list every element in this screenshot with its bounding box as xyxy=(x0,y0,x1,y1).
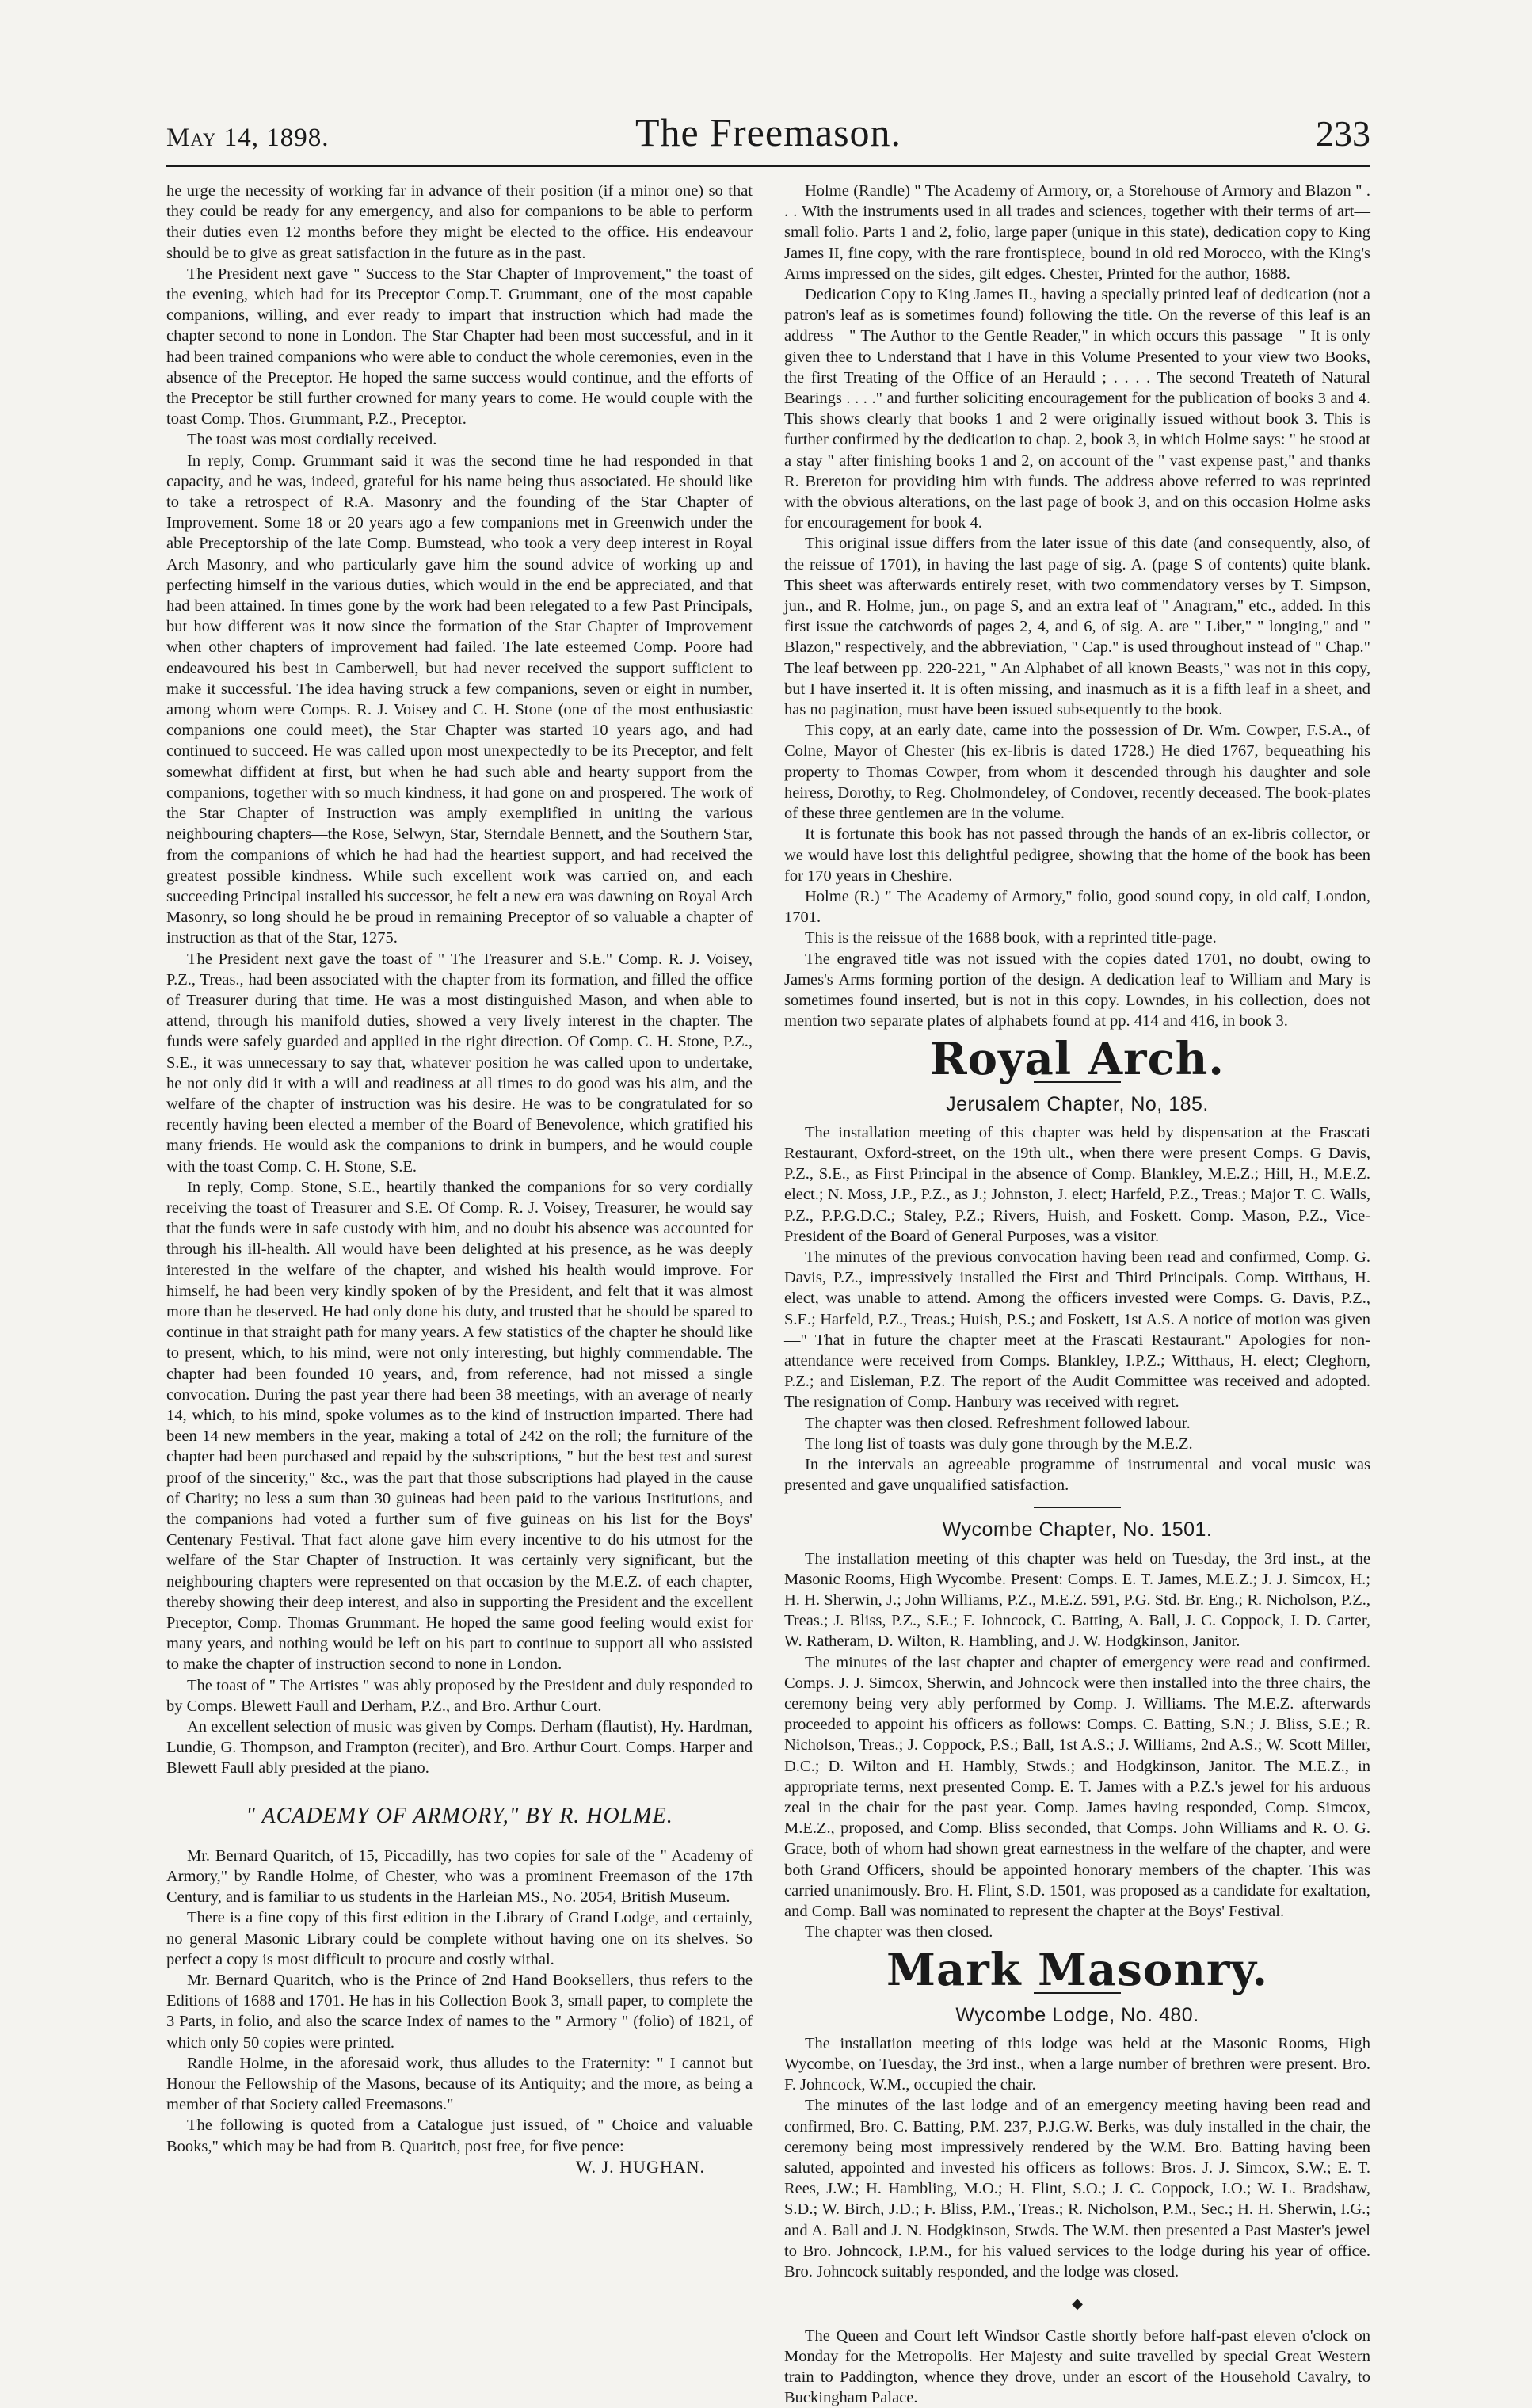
paragraph: The Queen and Court left Windsor Castle shortly before half-past eleven o'clock on Monday for the Metropolis. Her Majesty and suite travelled by special Great Western train to Paddington, whence they drove, under an escort of the Household Cavalry, to Buckingham Palace. xyxy=(784,2326,1370,2408)
paragraph: Randle Holme, in the aforesaid work, thus alludes to the Fraternity: " I cannot but Honour the Fellowship of the Masons, because of its Antiquity; and the more, as being a member of that Society called Freemasons." xyxy=(166,2053,753,2116)
paragraph: Holme (Randle) " The Academy of Armory, or, a Storehouse of Armory and Blazon " . . . With the instruments used in all trades and sciences, together with their terms of art—small folio. Parts 1 and 2, folio, large paper (unique in this state), dedication copy to King James II, fine copy, with the rare frontispiece, bound in old red Morocco, with the King's Arms impressed on the sides, gilt edges. Chester, Printed for the author, 1688. xyxy=(784,181,1370,284)
paragraph: The chapter was then closed. xyxy=(784,1922,1370,1942)
paragraph: Mr. Bernard Quaritch, who is the Prince of 2nd Hand Booksellers, thus refers to the Editions of 1688 and 1701. He has in his Collection Book 3, small paper, to complete the 3 Parts, in folio, and also the scarce Index of names to the " Armory " (folio) of 1821, of which only 50 copies were printed. xyxy=(166,1970,753,2053)
paragraph: This original issue differs from the later issue of this date (and consequently, also, of the reissue of 1701), in having the last page of sig. A. (page S of contents) quite blank. This sheet was afterwards entirely reset, with two commendatory verses by T. Simpson, jun., and R. Holme, jun., on page S, and an extra leaf of " Anagram," etc., added. In this first issue the catchwords of pages 2, 4, and 6, of sig. A. are " Liber," " longing," and " Blazon," respectively, and the abbreviation, " Cap." is used throughout instead of " Chap." The leaf between pp. 220-221, " An Alphabet of all known Beasts," was not in this copy, but I have inserted it. It is often missing, and inasmuch as it is a fifth leaf in a sheet, and has no pagination, must have been issued subsequently to the book. xyxy=(784,533,1370,720)
paragraph: The installation meeting of this lodge was held at the Masonic Rooms, High Wycombe, on Tuesday, the 3rd inst., when a large number of brethren were present. Bro. F. Johncock, W.M., occupied the chair. xyxy=(784,2033,1370,2096)
article-headline: " ACADEMY OF ARMORY," BY R. HOLME. xyxy=(166,1806,753,1827)
paragraph: The minutes of the last chapter and chapter of emergency were read and confirmed. Comps. J. J. Simcox, Sherwin, and Johncock were then installed into the three chairs, the ceremony being very ably performed by Comp. J. Williams. The M.E.Z. afterwards proceeded to appoint his officers as follows: Comps. C. Batting, S.N.; J. Bliss, S.E.; R. Nicholson, Treas.; J. Coppock, P.S.; Ball, 1st A.S.; J. Williams, 2nd A.S.; W. Scott Miller, D.C.; D. Wilton and H. Hambly, Stwds.; and Hodgkinson, Janitor. The M.E.Z., in appropriate terms, next presented Comp. E. T. James with a P.Z.'s jewel for his arduous zeal in the chair for the past year. Comp. James having responded, Comp. Simcox, M.E.Z., proposed, and Comp. Bliss seconded, that Comps. John Williams and R. O. G. Grace, both of whom had shown great earnestness in the welfare of the chapter, and were both Grand Officers, should be appointed honorary members of the chapter. This was carried unanimously. Bro. H. Flint, S.D. 1501, was proposed as a candidate for exaltation, and Comp. Ball was nominated to represent the chapter at the Boys' Festival. xyxy=(784,1652,1370,1922)
diamond-ornament-icon: ◆ xyxy=(784,2293,1370,2314)
paragraph: Mr. Bernard Quaritch, of 15, Piccadilly, has two copies for sale of the " Academy of Armory," by Randle Holme, of Chester, who was a prominent Freemason of the 17th Century, and is familiar to us students in the Harleian MS., No. 2054, British Museum. xyxy=(166,1846,753,1908)
paragraph: The toast was most cordially received. xyxy=(166,429,753,450)
author-signature: W. J. HUGHAN. xyxy=(166,2157,705,2177)
paragraph: The toast of " The Artistes " was ably proposed by the President and duly responded to by Comps. Blewett Faull and Derham, P.Z., and Bro. Arthur Court. xyxy=(166,1675,753,1716)
paragraph: This is the reissue of the 1688 book, with a reprinted title-page. xyxy=(784,928,1370,948)
paragraph: The long list of toasts was duly gone through by the M.E.Z. xyxy=(784,1434,1370,1454)
paragraph: The President next gave " Success to the Star Chapter of Improvement," the toast of the evening, which had for its Preceptor Comp.T. Grummant, one of the most capable companions, willing, and ever ready to impart that instruction which had made the chapter second to none in London. The Star Chapter had been most successful, and in it had been trained companions who were able to conduct the whole ceremonies, even in the absence of the Preceptor. He hoped the same success would continue, and the efforts of the Preceptor be still further crowned for many years to come. He would couple with the toast Comp. Thos. Grummant, P.Z., Preceptor. xyxy=(166,264,753,430)
section-title-royal-arch: Royal Arch. xyxy=(784,1049,1370,1069)
subheading-wycombe-chapter: Wycombe Chapter, No. 1501. xyxy=(784,1519,1370,1540)
paragraph: The President next gave the toast of " The Treasurer and S.E." Comp. R. J. Voisey, P.Z., Treas., had been associated with the chapter from its formation, and filled the office of Treasurer during that time. He was a most distinguished Mason, and when able to attend, through his manifold duties, showed a very lively interest in the chapter. The funds were safely guarded and applied in the right direction. Of Comp. C. H. Stone, P.Z., S.E., it was unnecessary to say that, whatever position he was called upon to undertake, he not only did it with a will and readiness at all times to do good was his aim, and the welfare of the chapter of instruction was his desire. He was to be congratulated for so recently having been elected a member of the Board of Benevolence, which gratified his many friends. He would ask the companions to drink in bumpers, and he would couple with the toast Comp. C. H. Stone, S.E. xyxy=(166,949,753,1177)
left-column xyxy=(166,181,753,2177)
paragraph: The minutes of the last lodge and of an emergency meeting having been read and confirmed, Bro. C. Batting, P.M. 237, P.J.G.W. Berks, was duly installed in the chair, the ceremony being most impressively rendered by the W.M. Bro. Batting having been saluted, appointed and invested his officers as follows: Bros. J. J. Simcox, S.W.; E. T. Rees, J.W.; H. Hambling, M.O.; H. Flint, S.O.; J. C. Coppock, J.O.; W. L. Bradshaw, S.D.; W. Birch, J.D.; F. Bliss, P.M., Treas.; R. Nicholson, P.M., Sec.; H. H. Sherwin, I.G.; and A. Ball and J. N. Hodgkinson, Stwds. The W.M. then presented a Past Master's jewel to Bro. Johncock, I.P.M., for his valued services to the lodge during his year of office. Bro. Johncock suitably responded, and the lodge was closed. xyxy=(784,2095,1370,2282)
paragraph: The chapter was then closed. Refreshment followed labour. xyxy=(784,1413,1370,1434)
subheading-jerusalem-chapter: Jerusalem Chapter, No, 185. xyxy=(784,1094,1370,1114)
masthead xyxy=(166,109,1370,165)
divider xyxy=(1034,1507,1121,1508)
paragraph: he urge the necessity of working far in advance of their position (if a minor one) so that they could be ready for any emergency, and also for companions to be able to perform their duties even 12 months before they might be elected to the office. His endeavour should be to give as great satisfaction in the future as in the past. xyxy=(166,181,753,264)
page-number: 233 xyxy=(1316,112,1370,154)
paragraph: The installation meeting of this chapter was held by dispensation at the Frascati Restaurant, Oxford-street, on the 19th ult., when there were present Comps. G Davis, P.Z., S.E., as First Principal in the absence of Comp. Blankley, M.E.Z.; Hill, H., M.E.Z. elect.; N. Moss, J.P., P.Z., as J.; Johnston, J. elect; Harfeld, P.Z., Treas.; Major T. C. Walls, P.Z., P.P.G.D.C.; Staley, P.Z.; Rivers, Huish, and Foskett. Comp. Mason, P.Z., Vice-President of the Board of General Purposes, was a visitor. xyxy=(784,1122,1370,1247)
header-rule xyxy=(166,165,1370,167)
paragraph: This copy, at an early date, came into the possession of Dr. Wm. Cowper, F.S.A., of Colne, Mayor of Chester (his ex-libris is dated 1728.) He died 1767, bequeathing his property to Thomas Cowper, from whom it descended through his daughter and sole heiress, Dorothy, to Reg. Cholmondeley, of Condover, recently deceased. The book-plates of these three gentlemen are in the volume. xyxy=(784,720,1370,824)
paragraph: The minutes of the previous convocation having been read and confirmed, Comp. G. Davis, P.Z., impressively installed the First and Third Principals. Comp. Witthaus, H. elect, was unable to attend. Among the officers invested were Comps. G. Davis, P.Z., S.E.; Harfeld, P.Z., Treas.; Huish, P.S.; and Foskett, 1st A.S. A notice of motion was given—" That in future the chapter meet at the Frascati Restaurant." Apologies for non-attendance were received from Comps. Blankley, I.P.Z.; Witthaus, H. elect; Cleghorn, P.Z.; and Eisleman, P.Z. The report of the Audit Committee was received and adopted. The resignation of Comp. Hanbury was received with regret. xyxy=(784,1247,1370,1413)
paragraph: Dedication Copy to King James II., having a specially printed leaf of dedication (not a patron's leaf as is sometimes found) following the title. On the reverse of this leaf is an address—" The Author to the Gentle Reader," in which occurs this passage—" It is only given thee to Understand that I have in this Volume Presented to your view two Books, the first Treating of the Office of an Herauld ; . . . . The second Treateth of Natural Bearings . . . ." and further soliciting encouragement for the publication of books 3 and 4. This shows clearly that books 1 and 2 were originally issued without book 3. This is further confirmed by the dedication to chap. 2, book 3, in which Holme says: " he stood at a stay " after finishing books 1 and 2, on account of the " vast expense past," and thanks R. Brereton for providing him with funds. The address above referred to was reprinted with the obvious alterations, on the last page of book 3, and on this occasion Holme asks for encouragement for book 4. xyxy=(784,284,1370,533)
newspaper-title: The Freemason. xyxy=(166,109,1370,155)
paragraph: There is a fine copy of this first edition in the Library of Grand Lodge, and certainly, no general Masonic Library could be complete without having one on its shelves. So perfect a copy is most difficult to procure and costly withal. xyxy=(166,1907,753,1970)
right-column xyxy=(784,181,1370,2408)
paragraph: Holme (R.) " The Academy of Armory," folio, good sound copy, in old calf, London, 1701. xyxy=(784,886,1370,928)
paragraph: An excellent selection of music was given by Comps. Derham (flautist), Hy. Hardman, Lundie, G. Thompson, and Frampton (reciter), and Bro. Arthur Court. Comps. Harper and Blewett Faull ably presided at the piano. xyxy=(166,1716,753,1779)
paragraph: In reply, Comp. Stone, S.E., heartily thanked the companions for so very cordially receiving the toast of Treasurer and S.E. Of Comp. R. J. Voisey, Treasurer, he would say that the funds were in safe custody with him, and no doubt his absence was accounted for through his ill-health. All would have been delighted at his presence, as he was deeply interested in the welfare of the chapter, and wished his health would improve. For himself, he had been very kindly spoken of by the President, and felt that it was almost more than he deserved. He had only done his duty, and trusted that he should be spared to continue in that straight path for many years. A few statistics of the chapter he should like to present, which, to his mind, were not only interesting, but highly commendable. The chapter had been founded 10 years, and, from reference, had not missed a single convocation. During the past year there had been 38 meetings, with an average of nearly 14, which, to his mind, spoke volumes as to the kind of instruction imparted. There had been 14 new members in the year, making a total of 242 on the roll; the furniture of the chapter had been purchased and repaid by the subscriptions, " but the best test and surest proof of the sincerity," &c., was the part that those subscriptions had played in the cause of Charity; no less a sum than 30 guineas had been paid to the various Institutions, and the companions had voted a further sum of five guineas on his list for the Boys' Centenary Festival. That fact alone gave him every incentive to do his utmost for the welfare of the Star Chapter of Instruction. It was certainly very significant, but the neighbouring chapters were represented on that occasion by the M.E.Z. of each chapter, thereby showing their deep interest, and also in supporting the President and the excellent Preceptor, Comp. Thomas Grummant. He hoped the same good feeling would exist for many years, and nothing would be left on his part to continue to support all who assisted to make the chapter of instruction second to none in London. xyxy=(166,1177,753,1675)
paragraph: It is fortunate this book has not passed through the hands of an ex-libris collector, or we would have lost this delightful pedigree, showing that the home of the book has been for 170 years in Cheshire. xyxy=(784,824,1370,886)
issue-date: May 14, 1898. xyxy=(166,124,329,153)
section-title-mark-masonry: Mark Masonry. xyxy=(784,1960,1370,1980)
paragraph: The engraved title was not issued with the copies dated 1701, no doubt, owing to James's Arms forming portion of the design. A dedication leaf to William and Mary is sometimes found inserted, but is not in this copy. Lowndes, in his collection, does not mention two separate plates of alphabets found at pp. 414 and 416, in book 3. xyxy=(784,949,1370,1032)
paragraph: The following is quoted from a Catalogue just issued, of " Choice and valuable Books," which may be had from B. Quaritch, post free, for five pence: xyxy=(166,2115,753,2156)
paragraph: In reply, Comp. Grummant said it was the second time he had responded in that capacity, and he was, indeed, grateful for his name being thus associated. He should like to take a retrospect of R.A. Masonry and the founding of the Star Chapter of Improvement. Some 18 or 20 years ago a few companions met in Greenwich under the able Preceptorship of the late Comp. Bumstead, who took a very deep interest in Royal Arch Masonry, and who particularly gave him the sound advice of working up and perfecting himself in the various duties, which would in the end be appreciated, and that had been attained. In times gone by the work had been relegated to a few Past Principals, but how different was it now since the formation of the Star Chapter of Improvement when other chapters of improvement had failed. The late esteemed Comp. Poore had endeavoured his best in Camberwell, but had never received the support sufficient to make it successful. The idea having struck a few companions, seven or eight in number, among whom were Comps. R. J. Voisey and C. H. Stone (one of the most enthusiastic companions one could meet), the Star Chapter was started 10 years ago, and had continued to succeed. He was called upon most unexpectedly to be its Preceptor, and felt somewhat diffident at first, but when he had such able and hearty support from the companions, together with so much kindness, it had gone on and prospered. The work of the Star Chapter of Instruction was amply exemplified in uniting the various neighbouring chapters—the Rose, Selwyn, Star, Sterndale Bennett, and the Southern Star, from the companions of which he had had the heartiest support, and had received the greatest possible kindness. While such excellent work was carried on, and each succeeding Principal installed his successor, he felt a new era was dawning on Royal Arch Masonry, so long should he be proud in remaining Preceptor of so valuable a chapter of instruction as that of the Star, 1275. xyxy=(166,451,753,949)
paragraph: The installation meeting of this chapter was held on Tuesday, the 3rd inst., at the Masonic Rooms, High Wycombe. Present: Comps. E. T. James, M.E.Z.; J. J. Simcox, H.; H. H. Sherwin, J.; John Williams, P.Z., M.E.Z. 591, P.G. Std. Br. Eng.; R. Nicholson, P.Z., Treas.; J. Bliss, P.Z., S.E.; F. Johncock, C. Batting, A. Ball, J. C. Coppock, J. D. Carter, W. Ratheram, D. Wilton, R. Hambling, and J. W. Hodgkinson, Janitor. xyxy=(784,1549,1370,1652)
subheading-wycombe-lodge: Wycombe Lodge, No. 480. xyxy=(784,2005,1370,2025)
paragraph: In the intervals an agreeable programme of instrumental and vocal music was presented and gave unqualified satisfaction. xyxy=(784,1454,1370,1495)
